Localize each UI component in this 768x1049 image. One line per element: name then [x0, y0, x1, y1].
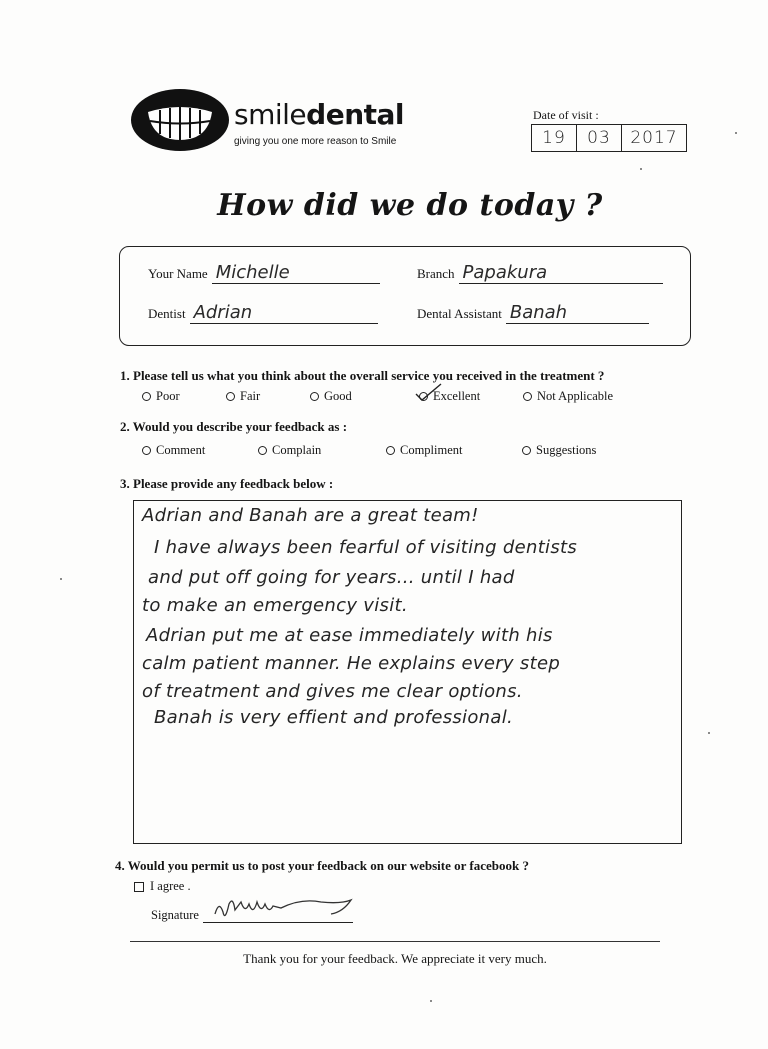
- q1-option-excellent[interactable]: [419, 389, 480, 404]
- date-month[interactable]: 03: [576, 124, 622, 152]
- footer-thanks: Thank you for your feedback. We appreciate it very much.: [243, 951, 547, 966]
- branch-label: Branch: [417, 266, 455, 281]
- smile-dental-logo: [130, 88, 430, 158]
- brand-name-part1: smile: [234, 98, 307, 131]
- q1-option-label: Excellent: [433, 389, 481, 403]
- footer-divider: [130, 941, 660, 942]
- checkbox-icon: [134, 882, 144, 892]
- q1-option-not-applicable[interactable]: [523, 389, 613, 404]
- radio-circle-icon: [226, 392, 235, 401]
- signature-row: [151, 898, 353, 923]
- assistant-label: Dental Assistant: [417, 306, 502, 321]
- date-boxes: [531, 124, 686, 152]
- q2-option-label: Complain: [272, 443, 322, 457]
- feedback-line: of treatment and gives me clear options.: [142, 681, 523, 702]
- signature-label: Signature: [151, 908, 199, 922]
- radio-circle-icon: [386, 446, 395, 455]
- feedback-line: calm patient manner. He explains every step: [142, 653, 561, 674]
- question-3: 3. Please provide any feedback below :: [120, 476, 334, 491]
- name-input[interactable]: [212, 263, 380, 284]
- branch-field: [417, 263, 663, 284]
- scan-speck: [430, 1000, 432, 1002]
- radio-circle-icon: [258, 446, 267, 455]
- signature-field[interactable]: [203, 898, 353, 923]
- agree-checkbox-row[interactable]: [134, 879, 191, 894]
- scan-speck: [60, 578, 62, 580]
- question-1: 1. Please tell us what you think about the overall service you received in the treatment ?: [120, 368, 605, 383]
- date-year[interactable]: 2017: [621, 124, 687, 152]
- q2-option-suggestions[interactable]: [522, 443, 596, 458]
- feedback-line: I have always been fearful of visiting dentists: [154, 537, 578, 558]
- q2-option-comment[interactable]: [142, 443, 205, 458]
- brand-name-part2: dental: [306, 98, 404, 131]
- q2-option-label: Suggestions: [536, 443, 597, 457]
- branch-value: Papakura: [462, 262, 548, 283]
- scan-speck: [735, 132, 737, 134]
- dentist-label: Dentist: [148, 306, 186, 321]
- q2-option-compliment[interactable]: [386, 443, 463, 458]
- brand-tagline: giving you one more reason to Smile: [234, 136, 397, 147]
- question-4: 4. Would you permit us to post your feedback on our website or facebook ?: [115, 858, 529, 873]
- question-2: 2. Would you describe your feedback as :: [120, 419, 348, 434]
- name-field: [148, 263, 380, 284]
- visitor-info-box: [119, 246, 691, 346]
- assistant-field: [417, 303, 649, 324]
- feedback-line: and put off going for years... until I had: [148, 567, 515, 588]
- q1-option-label: Poor: [156, 389, 180, 403]
- dentist-value: Adrian: [193, 302, 253, 323]
- feedback-line: Adrian and Banah are a great team!: [142, 505, 479, 526]
- feedback-line: Banah is very effient and professional.: [154, 707, 514, 728]
- name-value: Michelle: [215, 262, 290, 283]
- signature-scribble-icon: [211, 892, 361, 924]
- q2-option-label: Compliment: [400, 443, 463, 457]
- q2-option-label: Comment: [156, 443, 206, 457]
- date-day[interactable]: 19: [531, 124, 577, 152]
- q1-option-poor[interactable]: [142, 389, 180, 404]
- radio-circle-icon: [142, 446, 151, 455]
- date-label: Date of visit :: [533, 108, 599, 122]
- smile-teeth-icon: [130, 88, 230, 152]
- q1-option-good[interactable]: [310, 389, 352, 404]
- branch-input[interactable]: [459, 263, 663, 284]
- dentist-field: [148, 303, 378, 324]
- q2-option-complain[interactable]: [258, 443, 321, 458]
- feedback-line: to make an emergency visit.: [142, 595, 408, 616]
- brand-name: [234, 98, 404, 131]
- radio-circle-icon: [522, 446, 531, 455]
- q1-option-label: Not Applicable: [537, 389, 614, 403]
- feedback-textarea[interactable]: [133, 500, 682, 844]
- radio-circle-icon: [523, 392, 532, 401]
- assistant-value: Banah: [509, 302, 568, 323]
- radio-circle-icon: [310, 392, 319, 401]
- assistant-input[interactable]: [506, 303, 649, 324]
- name-label: Your Name: [148, 266, 208, 281]
- page-title: How did we do today ?: [217, 188, 603, 223]
- checkmark-icon: [415, 383, 443, 403]
- q1-option-label: Good: [324, 389, 352, 403]
- dentist-input[interactable]: [190, 303, 378, 324]
- q1-option-fair[interactable]: [226, 389, 260, 404]
- scan-speck: [640, 168, 642, 170]
- radio-circle-icon: [142, 392, 151, 401]
- scan-speck: [708, 732, 710, 734]
- feedback-line: Adrian put me at ease immediately with his: [146, 625, 553, 646]
- q1-option-label: Fair: [240, 389, 261, 403]
- agree-label: I agree .: [150, 879, 191, 893]
